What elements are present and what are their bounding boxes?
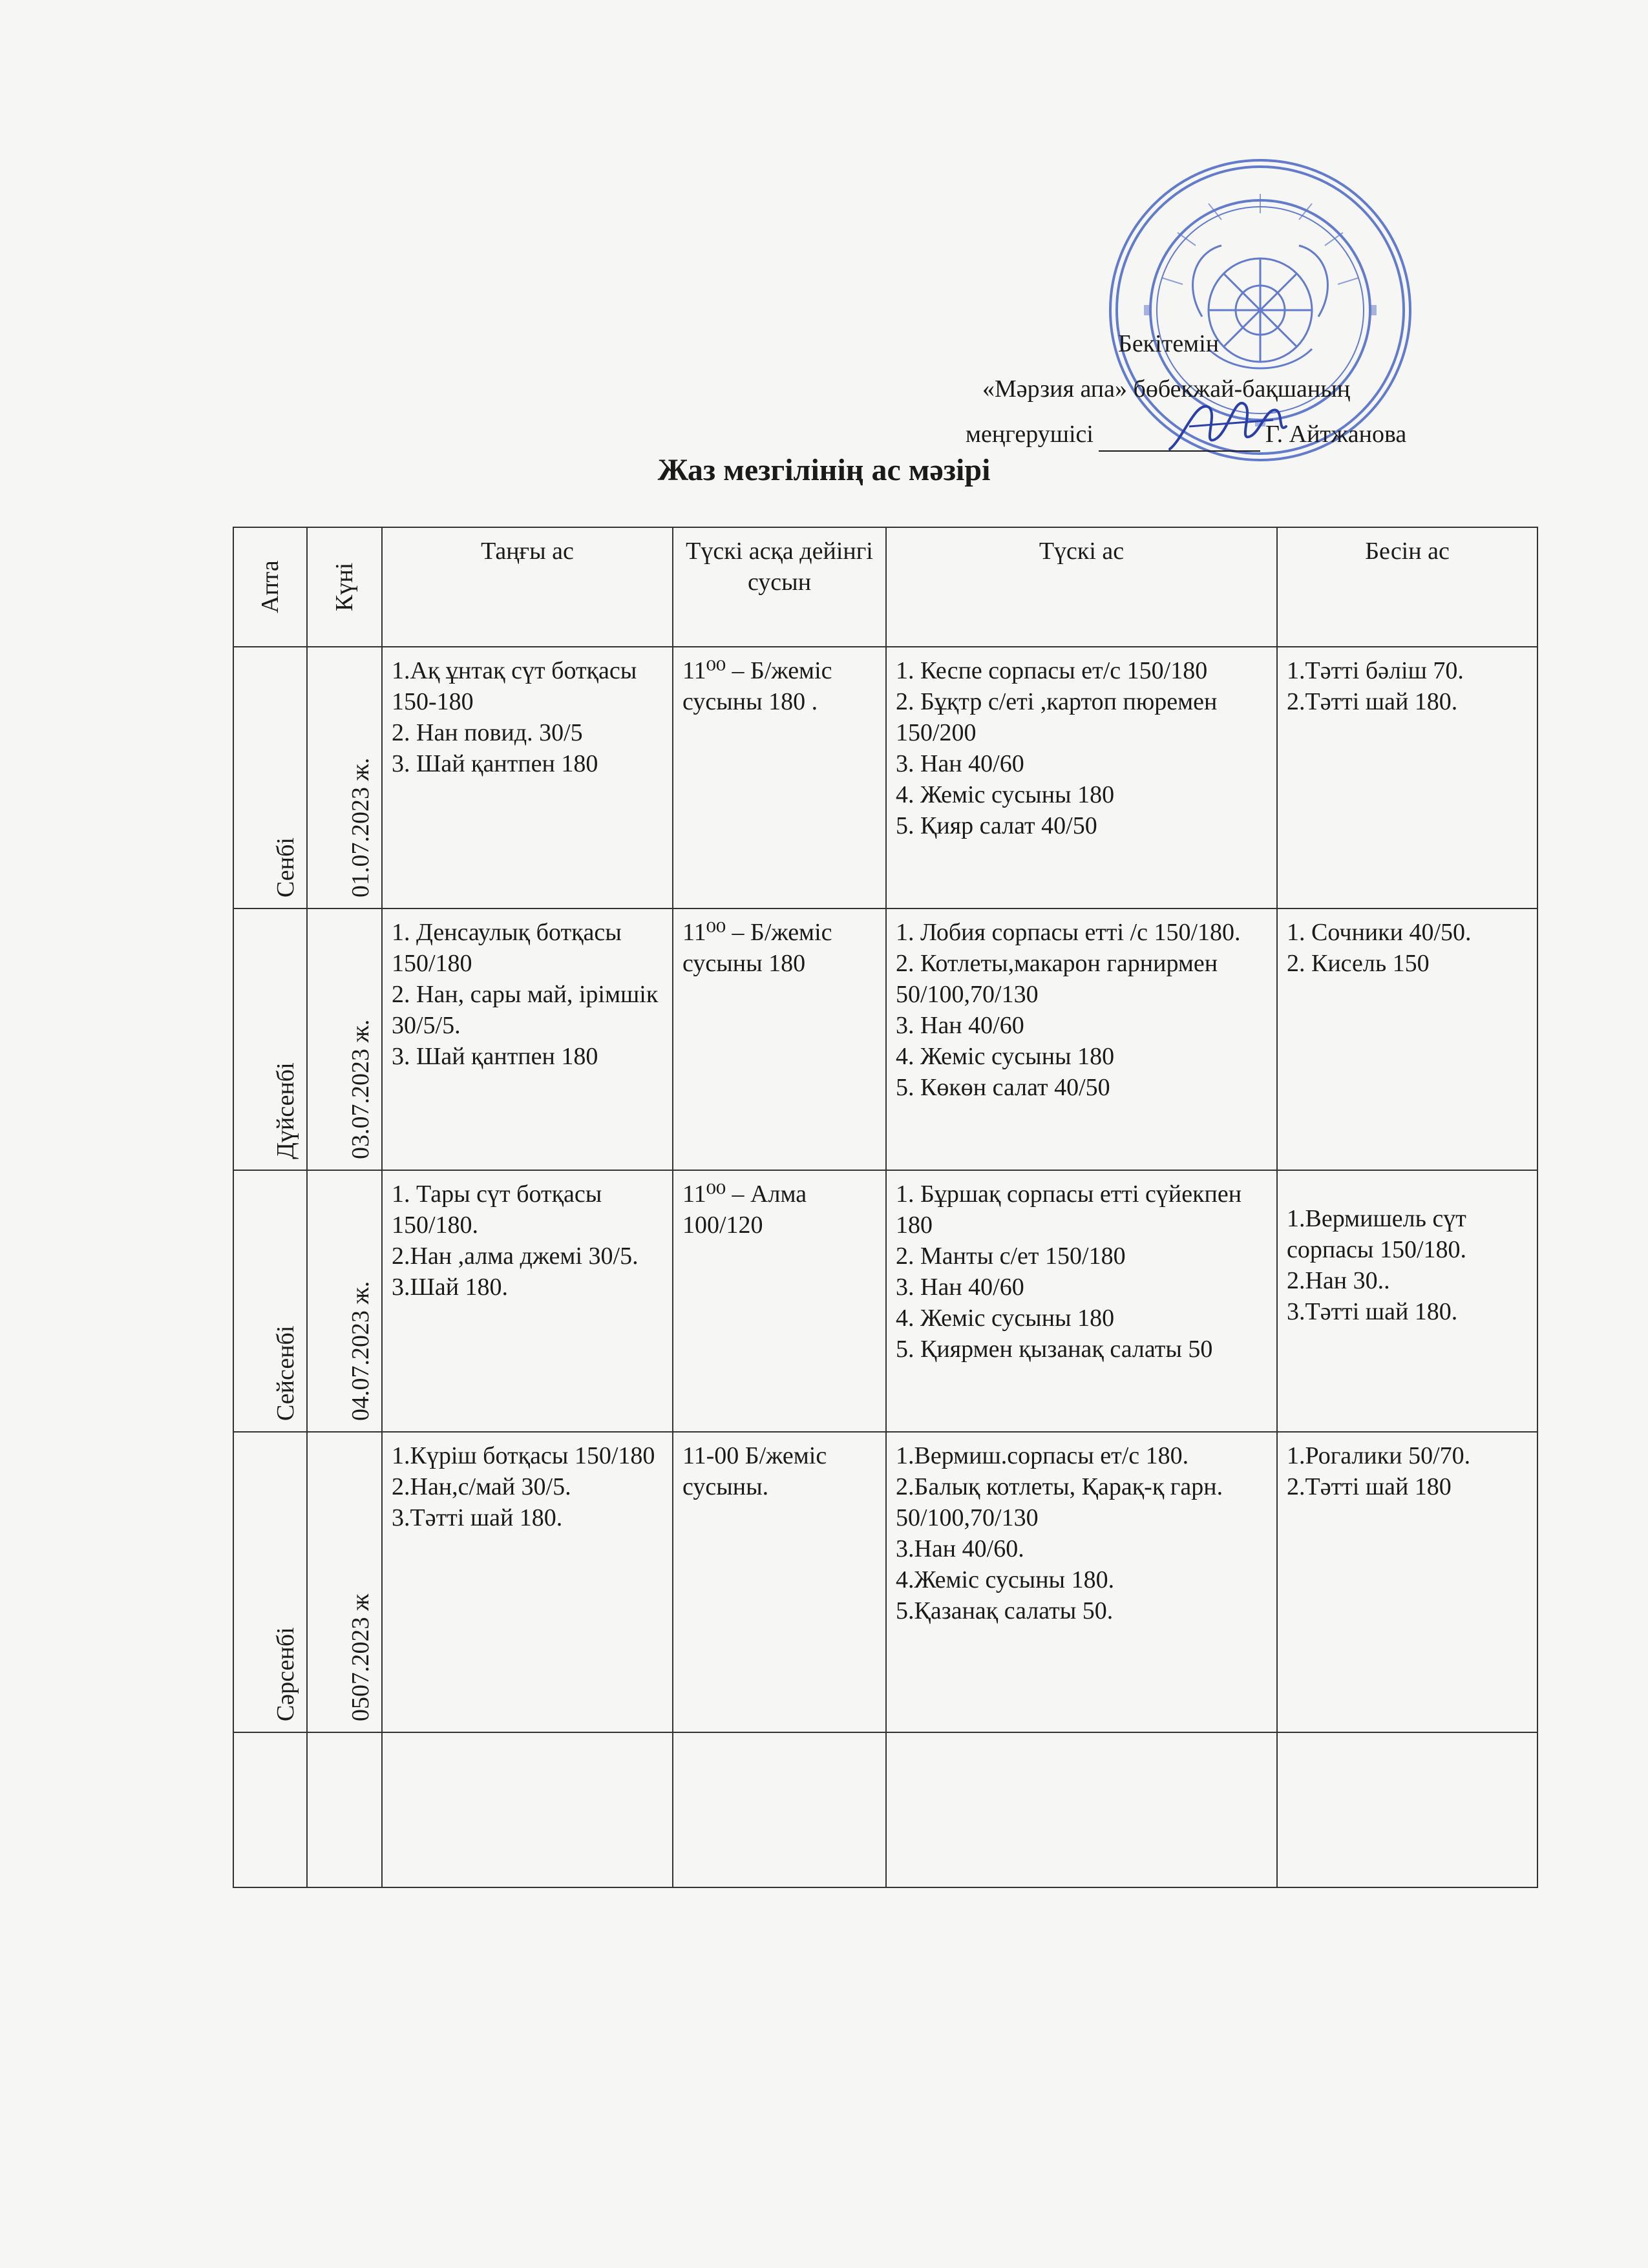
menu-item: 3. Шай қантпен 180 (392, 1043, 598, 1070)
menu-item: 1. Тары сүт ботқасы 150/180. (392, 1181, 602, 1239)
lunch-cell (886, 1432, 1277, 1732)
menu-item: 5. Қияр салат 40/50 (896, 812, 1097, 839)
row-date: 01.07.2023 ж. (307, 647, 382, 908)
row-week: Сейсенбі (233, 1170, 307, 1432)
lunch-cell (886, 647, 1277, 908)
menu-item: 2. Бұқтр с/еті ,картоп пюремен 150/200 (896, 688, 1218, 746)
menu-item: 1.Күріш ботқасы 150/180 (392, 1442, 655, 1469)
row-week: Сәрсенбі (233, 1432, 307, 1732)
breakfast-cell (382, 1432, 673, 1732)
empty-cell (307, 1732, 382, 1887)
menu-item: 3.Тәтті шай 180. (392, 1504, 563, 1531)
menu-item: 1.Тәтті бәліш 70. (1287, 657, 1464, 684)
empty-cell (673, 1732, 886, 1887)
menu-item: 11⁰⁰ – Б/жеміс сусыны 180 (682, 919, 832, 977)
menu-item: 2.Тәтті шай 180 (1287, 1473, 1452, 1500)
lunch-cell (886, 908, 1277, 1170)
menu-item: 1. Денсаулық ботқасы 150/180 (392, 919, 622, 977)
menu-item: 4. Жеміс сусыны 180 (896, 1305, 1115, 1332)
menu-item: 3.Тәтті шай 180. (1287, 1298, 1458, 1325)
header-week: Апта (233, 527, 307, 647)
menu-item: 3. Нан 40/60 (896, 1012, 1024, 1039)
menu-item: 2.Тәтті шай 180. (1287, 688, 1458, 715)
menu-item: 2. Нан повид. 30/5 (392, 719, 583, 746)
approval-position: меңгерушісі (966, 421, 1093, 448)
row-date: 04.07.2023 ж. (307, 1170, 382, 1432)
approval-heading: Бекітемін (1118, 330, 1220, 357)
snack-cell (673, 908, 886, 1170)
menu-item: 3.Шай 180. (392, 1274, 509, 1301)
menu-item: 2. Котлеты,макарон гарнирмен 50/100,70/130 (896, 950, 1218, 1008)
row-date: 03.07.2023 ж. (307, 908, 382, 1170)
menu-item: 4. Жеміс сусыны 180 (896, 781, 1115, 808)
header-day: Күні (307, 527, 382, 647)
breakfast-cell (382, 1170, 673, 1432)
row-date: 0507.2023 ж (307, 1432, 382, 1732)
empty-cell (1277, 1732, 1537, 1887)
menu-table (233, 527, 1538, 1888)
menu-item: 2.Нан,с/май 30/5. (392, 1473, 571, 1500)
menu-item: 3.Нан 40/60. (896, 1535, 1024, 1562)
menu-item: 1. Кеспе сорпасы ет/с 150/180 (896, 657, 1208, 684)
menu-item: 1.Вермиш.сорпасы ет/с 180. (896, 1442, 1189, 1469)
menu-item: 1. Лобия сорпасы етті /с 150/180. (896, 919, 1241, 946)
menu-item: 2.Балық котлеты, Қарақ-қ гарн. 50/100,70/130 (896, 1473, 1223, 1531)
menu-item: 1.Рогалики 50/70. (1287, 1442, 1471, 1469)
header-lunch: Түскі ас (886, 527, 1277, 647)
empty-cell (233, 1732, 307, 1887)
afternoon-cell (1277, 647, 1537, 908)
menu-item: 2. Кисель 150 (1287, 950, 1430, 977)
breakfast-cell (382, 647, 673, 908)
table-row (233, 1170, 1537, 1432)
menu-item: 4. Жеміс сусыны 180 (896, 1043, 1115, 1070)
handwritten-signature-icon (1163, 388, 1293, 459)
menu-item: 1.Ақ ұнтақ сүт ботқасы 150-180 (392, 657, 637, 715)
approval-organization: «Мәрзия апа» бөбекжай-бақшаның (982, 375, 1351, 403)
snack-cell (673, 1170, 886, 1432)
empty-table-row (233, 1732, 1537, 1887)
page-title: Жаз мезгілінің ас мәзірі (657, 453, 991, 487)
menu-item: 3. Нан 40/60 (896, 1274, 1024, 1301)
menu-item: 3. Нан 40/60 (896, 750, 1024, 777)
menu-item: 2. Нан, сары май, ірімшік 30/5/5. (392, 981, 659, 1039)
snack-cell (673, 1432, 886, 1732)
menu-item: 2.Нан 30.. (1287, 1267, 1390, 1294)
menu-item: 2.Нан ,алма джемі 30/5. (392, 1243, 639, 1270)
menu-item: 2. Манты с/ет 150/180 (896, 1243, 1126, 1270)
row-week: Сенбі (233, 647, 307, 908)
menu-item: 11-00 Б/жеміс сусыны. (682, 1442, 827, 1500)
menu-item: 5. Қиярмен қызанақ салаты 50 (896, 1336, 1213, 1363)
empty-cell (382, 1732, 673, 1887)
afternoon-cell (1277, 908, 1537, 1170)
table-row (233, 1432, 1537, 1732)
header-breakfast: Таңғы ас (382, 527, 673, 647)
menu-item: 5. Көкөн салат 40/50 (896, 1074, 1110, 1101)
menu-item: 1. Сочники 40/50. (1287, 919, 1472, 946)
menu-item: 11⁰⁰ – Б/жеміс сусыны 180 . (682, 657, 832, 715)
menu-item: 5.Қазанақ салаты 50. (896, 1597, 1114, 1624)
menu-item: 11⁰⁰ – Алма 100/120 (682, 1181, 807, 1239)
empty-cell (886, 1732, 1277, 1887)
afternoon-cell (1277, 1432, 1537, 1732)
menu-item: 1. Бұршақ сорпасы етті сүйекпен 180 (896, 1181, 1242, 1239)
menu-item: 1.Вермишель сүт сорпасы 150/180. (1287, 1205, 1467, 1263)
snack-cell (673, 647, 886, 908)
header-afternoon: Бесін ас (1277, 527, 1537, 647)
row-week: Дүйсенбі (233, 908, 307, 1170)
menu-item: 4.Жеміс сусыны 180. (896, 1566, 1115, 1593)
afternoon-cell (1277, 1170, 1537, 1432)
table-row (233, 908, 1537, 1170)
approval-name: Г. Айтжанова (1265, 421, 1407, 448)
table-row (233, 647, 1537, 908)
lunch-cell (886, 1170, 1277, 1432)
table-header-row (233, 527, 1537, 647)
header-snack: Түскі асқа дейінгі сусын (673, 527, 886, 647)
breakfast-cell (382, 908, 673, 1170)
menu-item: 3. Шай қантпен 180 (392, 750, 598, 777)
